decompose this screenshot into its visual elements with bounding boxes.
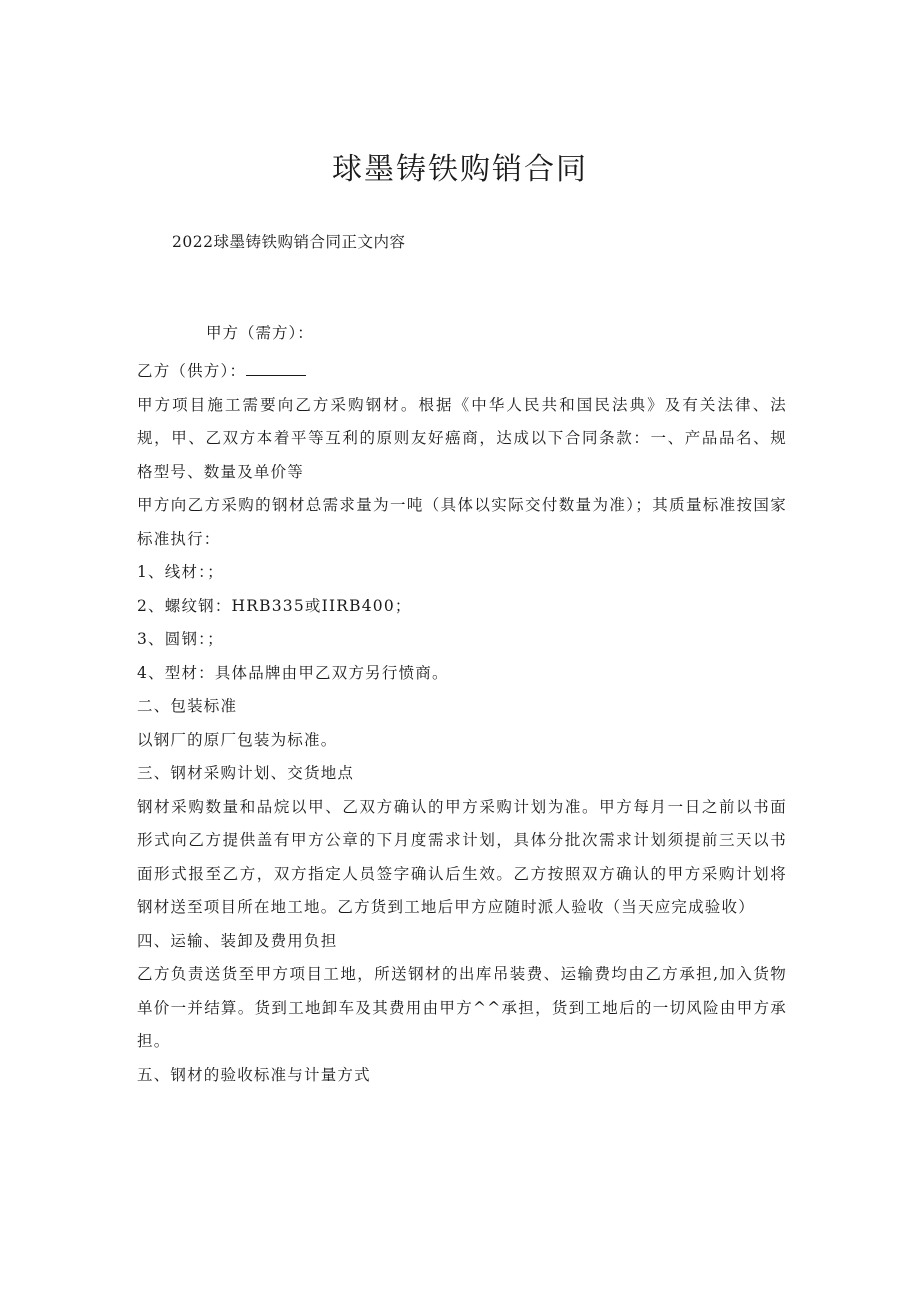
document-title: 球墨铸铁购销合同 (332, 152, 588, 187)
document-subtitle: 2022球墨铸铁购销合同正文内容 (172, 233, 406, 251)
party-b-line (137, 355, 787, 389)
section-heading: 四、运输、装卸及费用负担 (137, 931, 338, 950)
list-item: 1、线材：； (137, 563, 224, 581)
paragraph: 甲方项目施工需要向乙方采购钢材。根据《中华人民共和国民法典》及有关法律、法规，甲、乙双方本着平等互利的原则友好癌商，达成以下合同条款：一、产品品名、规格型号、数量及单价等 (137, 395, 787, 481)
list-item: 4、型材：具体品牌由甲乙双方另行愤商。 (137, 663, 449, 682)
paragraph: 乙方负责送货至甲方项目工地，所送钢材的出库吊装费、运输费均由乙方承担,加入货物单价一并结算。货到工地卸车及其费用由甲方^^承担，货到工地后的一切风险由甲方承担。 (137, 965, 787, 1050)
party-b-blank (246, 361, 306, 376)
paragraph: 甲方向乙方采购的钢材总需求量为一吨（具体以实际交付数量为准）；其质量标准按国家标准执行： (137, 496, 787, 548)
section-heading: 三、钢材采购计划、交货地点 (137, 764, 355, 782)
list-item: 2、螺纹钢：HRB335或IIRB400； (137, 596, 412, 615)
party-a-line: 甲方（需方）： (206, 324, 314, 342)
section-heading: 五、钢材的验收标准与计量方式 (137, 1065, 371, 1084)
paragraph: 钢材采购数量和品烷以甲、乙双方确认的甲方采购计划为准。甲方每月一日之前以书面形式向乙方提供盖有甲方公章的下月度需求计划，具体分批次需求计划须提前三天以书面形式报至乙方，双方指定人员签字确认后生效。乙方按照双方确认的甲方采购计划将钢材送至项目所在地工地。乙方货到工地后甲方应随时派人验收（当天应完成验收） (137, 797, 787, 916)
document-body (137, 355, 787, 1092)
paragraph: 以钢厂的原厂包装为标准。 (137, 730, 338, 749)
party-b-label: 乙方（供方）： (137, 362, 247, 380)
list-item: 3、圆钢：； (137, 630, 224, 648)
section-heading: 二、包装标准 (137, 697, 238, 715)
